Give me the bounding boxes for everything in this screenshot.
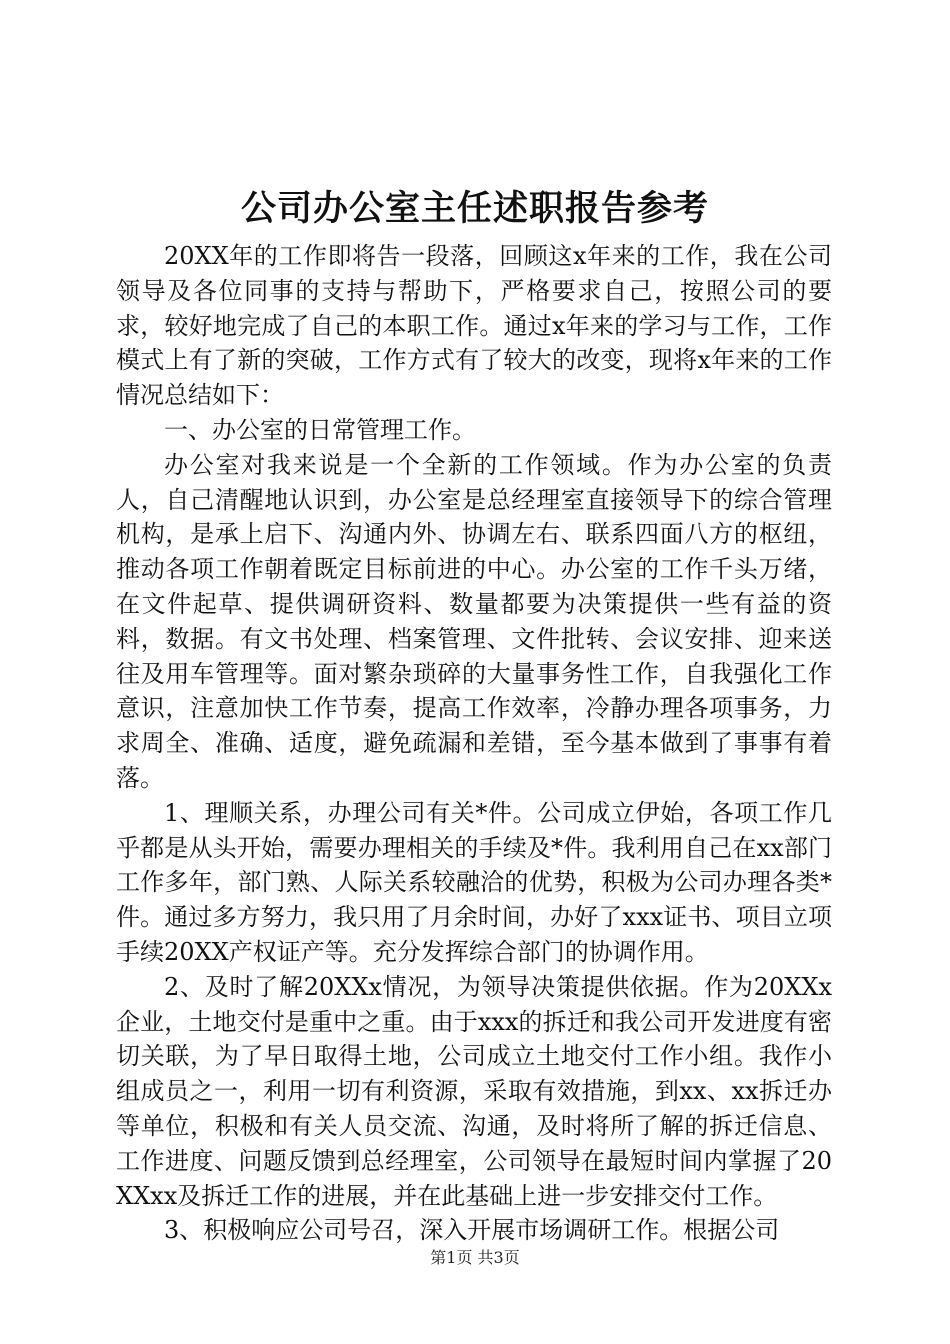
paragraph-intro: 20XX年的工作即将告一段落，回顾这x年来的工作，我在公司领导及各位同事的支持与帮助下，严格要求自己，按照公司的要求，较好地完成了自己的本职工作。通过x年来的学习与工作，工作模式上有了新的突破，工作方式有了较大的改变，现将x年来的工作情况总结如下： [116,242,832,410]
paragraph-item-1: 1、理顺关系，办理公司有关*件。公司成立伊始，各项工作几乎都是从头开始，需要办理相关的手续及*件。我利用自己在xx部门工作多年，部门熟、人际关系较融洽的优势，积极为公司办理各类*件。通过多方努力，我只用了月余时间，办好了xxx证书、项目立项手续20XX产权证产等。充分发挥综合部门的协调作用。 [116,798,832,966]
paragraph-item-2: 2、及时了解20XXx情况，为领导决策提供依据。作为20XXx企业，土地交付是重中之重。由于xxx的拆迁和我公司开发进度有密切关联，为了早日取得土地，公司成立土地交付工作小组。我作小组成员之一，利用一切有利资源，采取有效措施，到xx、xx拆迁办等单位，积极和有关人员交流、沟通，及时将所了解的拆迁信息、工作进度、问题反馈到总经理室，公司领导在最短时间内掌握了20XXxx及拆迁工作的进展，并在此基础上进一步安排交付工作。 [116,972,832,1210]
paragraph-office-overview: 办公室对我来说是一个全新的工作领域。作为办公室的负责人，自己清醒地认识到，办公室是总经理室直接领导下的综合管理机构，是承上启下、沟通内外、协调左右、联系四面八方的枢纽，推动各项工作朝着既定目标前进的中心。办公室的工作千头万绪，在文件起草、提供调研资料、数量都要为决策提供一些有益的资料，数据。有文书处理、档案管理、文件批转、会议安排、迎来送往及用车管理等。面对繁杂琐碎的大量事务性工作，自我强化工作意识，注意加快工作节奏，提高工作效率，冷静办理各项事务，力求周全、准确、适度，避免疏漏和差错，至今基本做到了事事有着落。 [116,450,832,792]
page-number-footer: 第1页 共3页 [430,1248,520,1267]
section-heading-daily-management: 一、办公室的日常管理工作。 [164,415,476,444]
paragraph-item-3: 3、积极响应公司号召，深入开展市场调研工作。根据公司 [164,1216,780,1245]
document-body [116,239,832,1248]
document-title: 公司办公室主任述职报告参考 [240,188,709,229]
